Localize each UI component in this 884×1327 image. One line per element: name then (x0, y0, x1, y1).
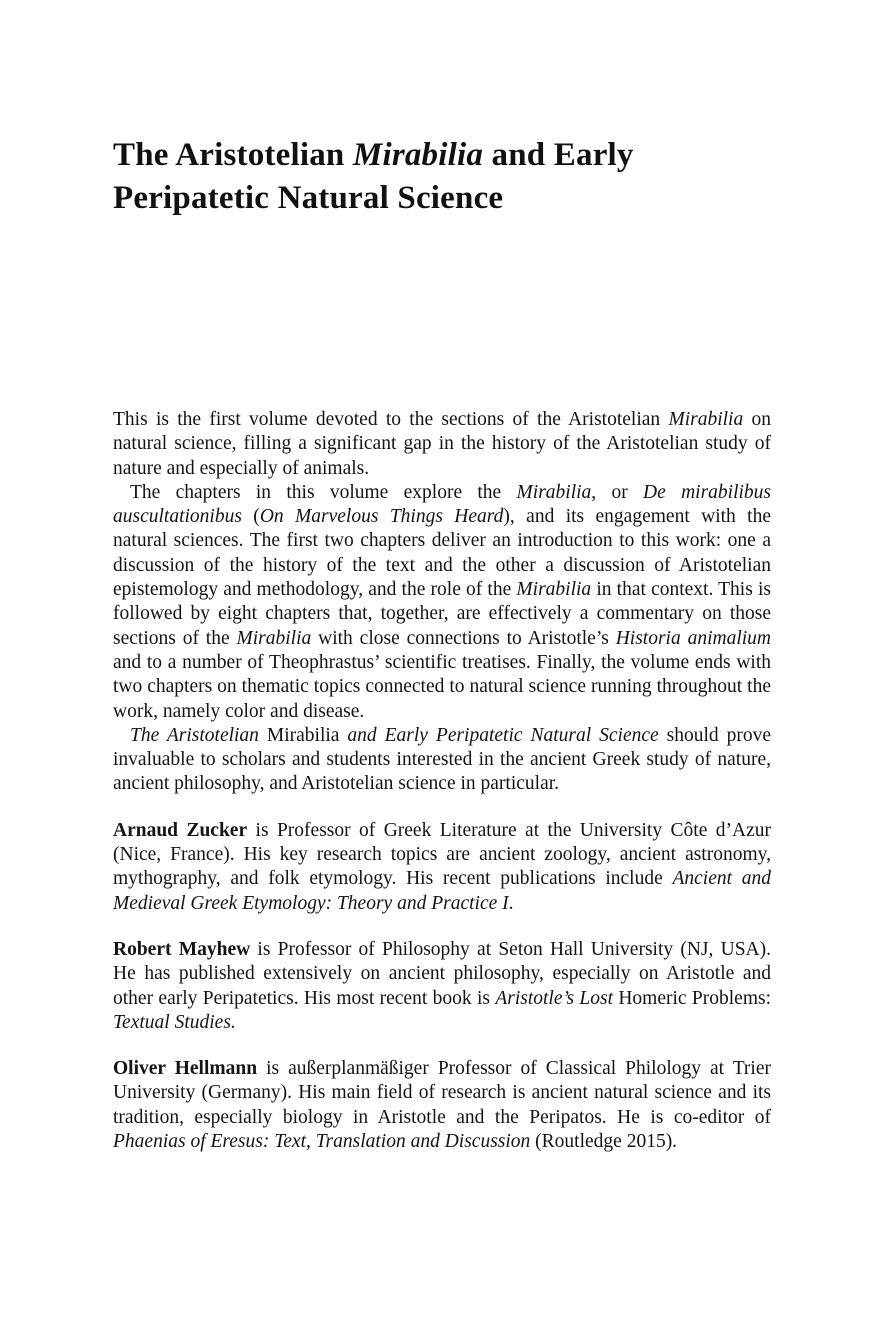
text-run: Mirabilia (266, 724, 340, 746)
text-run: Textual Studies. (113, 1011, 236, 1033)
contributor-bio-mayhew (113, 938, 771, 1035)
text-run: Homeric Problems: (618, 987, 771, 1009)
text-run: On Marvelous Things Heard (259, 506, 504, 528)
text-run: Robert Mayhew (113, 938, 251, 960)
text-run: is Professor of Greek Literature at the University Côte d’Azur (Nice, France). His key research topics are ancient zoology, ancient astronomy, mythography, and folk etymology. His recent publications include (113, 819, 771, 890)
description-paragraph-2 (113, 481, 771, 724)
text-run: and to a number of Theophrastus’ scientific treatises. Finally, the volume ends with two chapters on thematic topics connected to natural science running throughout the work, namely color and disease. (113, 651, 771, 722)
text-run: with close connections to Aristotle’s (311, 627, 616, 649)
text-run: Historia animalium (615, 627, 772, 649)
text-run: in that context. This is followed by eight chapters that, together, are effectively a commentary on those sections of the (113, 579, 771, 649)
text-run: Ancient and Medieval Greek Etymology: Theory and Practice I (113, 868, 772, 914)
text-run: ), and its engagement with the natural sciences. The first two chapters deliver an introduction to this work: one a discussion of the history of the text and the other a discussion of Aristotelian epistemology and methodology, and the role of the (113, 506, 772, 601)
description-paragraph-1 (113, 408, 771, 481)
text-run: Mirabilia (516, 579, 592, 601)
text-run: and Early Peripatetic Natural Science (113, 137, 634, 216)
text-run: is außerplanmäßiger Professor of Classical Philology at Trier University (Germany). His main field of research is ancient natural science and its tradition, especially biology in Aristotle and the Peripatos. He is co-editor of (113, 1058, 771, 1128)
text-run: Phaenias of Eresus: Text, Translation and Discussion (113, 1131, 531, 1153)
book-description (113, 408, 771, 1154)
page-content (113, 134, 771, 1154)
text-run: Oliver Hellmann (113, 1058, 258, 1080)
text-run: Mirabilia (352, 137, 484, 173)
text-run: Mirabilia (516, 481, 592, 503)
text-run: Arnaud Zucker (113, 819, 248, 841)
text-run: Aristotle’s Lost (495, 987, 619, 1009)
text-run: (Routledge 2015). (530, 1131, 678, 1153)
book-title (113, 134, 771, 220)
text-run: is Professor of Philosophy at Seton Hall University (NJ, USA). He has published extensively on ancient philosophy, especially on Aristotle and other early Peripatetics. His most recent book is (113, 938, 771, 1009)
text-run: and Early Peripatetic Natural Science (339, 724, 659, 746)
text-run: . (508, 892, 514, 914)
text-run: on natural science, filling a significant gap in the history of the Aristotelian study of nature and especially of animals. (113, 409, 772, 479)
text-run: , or (591, 481, 644, 503)
text-run: Mirabilia (668, 409, 744, 430)
text-run: De mirabilibus auscultationibus (113, 481, 772, 528)
contributor-bio-zucker (113, 819, 771, 916)
text-run: ( (241, 506, 260, 528)
text-run: Mirabilia (236, 627, 312, 649)
description-paragraph-3 (113, 724, 771, 797)
text-run: should prove invaluable to scholars and students interested in the ancient Greek study of nature, ancient philosophy, and Aristotelian science in particular. (113, 724, 771, 795)
text-run: The chapters in this volume explore the (130, 481, 517, 503)
text-run: The Aristotelian (113, 137, 353, 173)
contributor-bio-hellmann (113, 1057, 771, 1154)
text-run: This is the first volume devoted to the sections of the Aristotelian (113, 409, 669, 430)
text-run: The Aristotelian (130, 724, 267, 746)
